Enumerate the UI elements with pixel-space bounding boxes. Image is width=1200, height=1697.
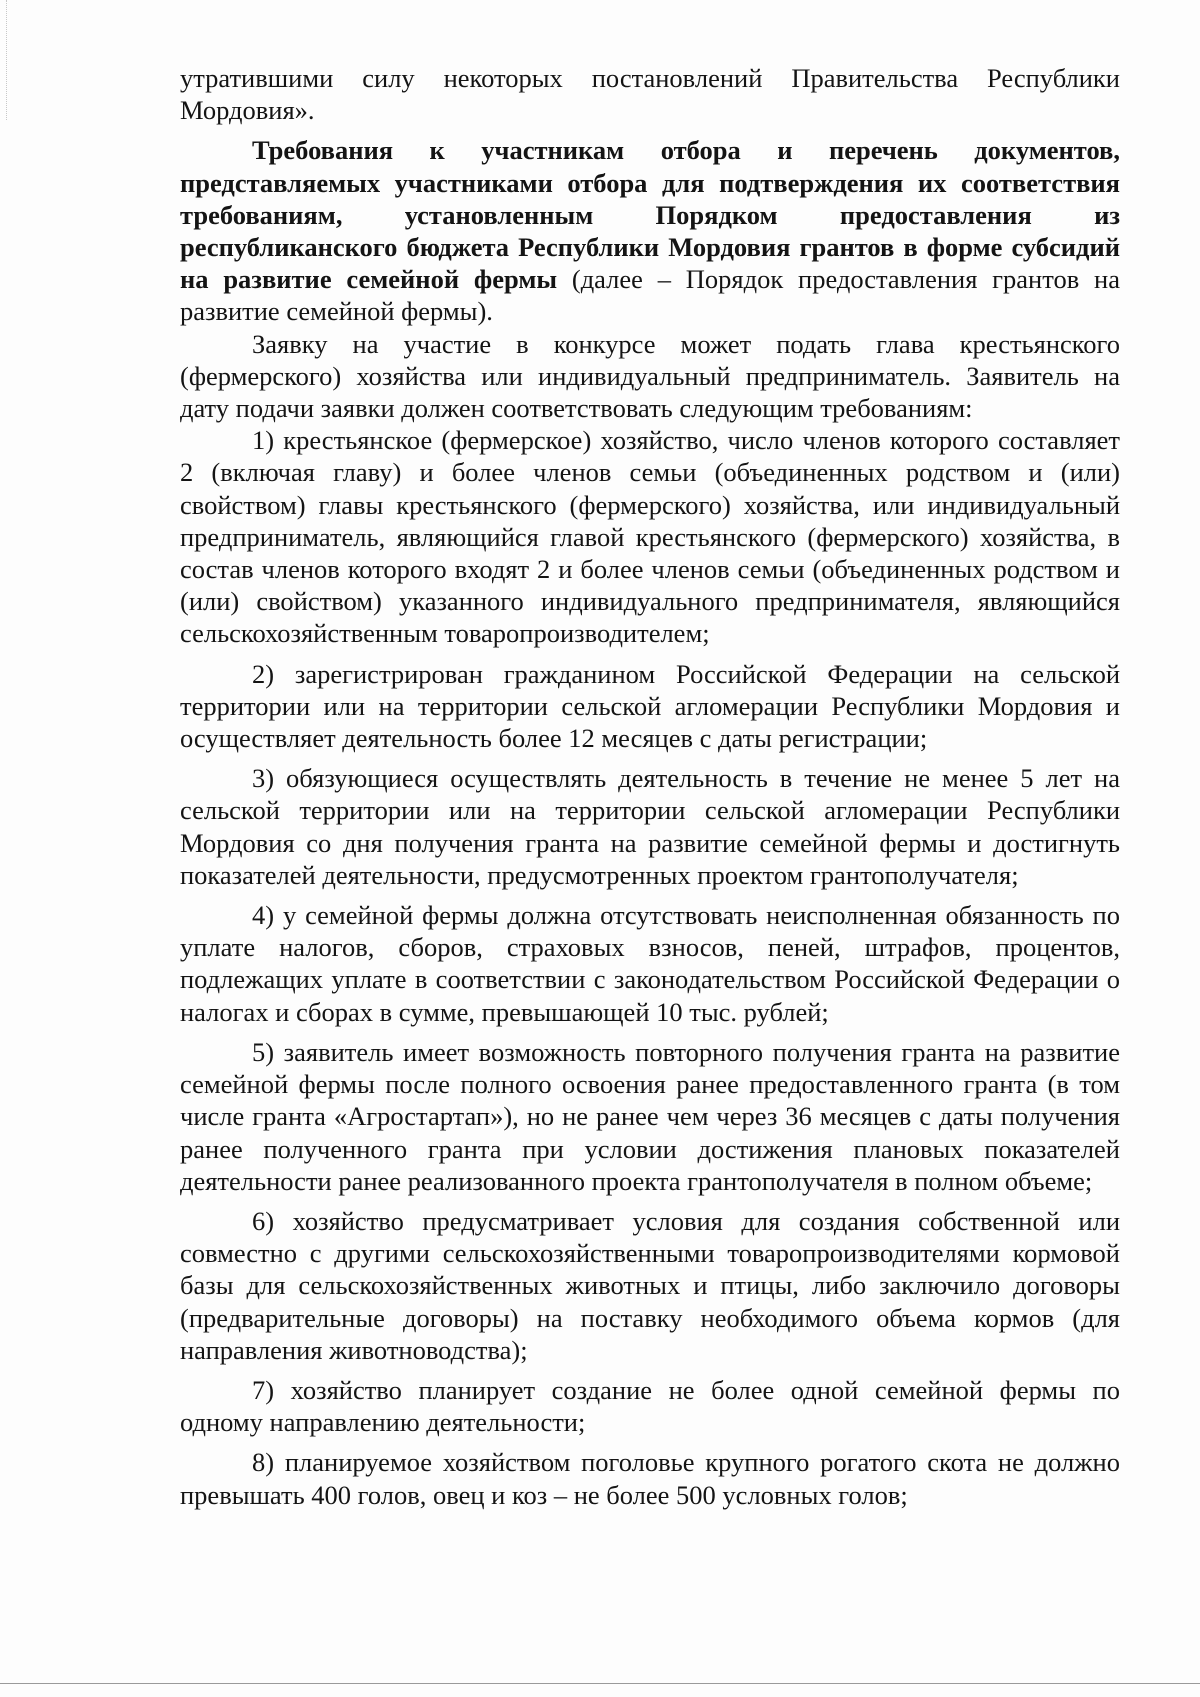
section-heading bbox=[180, 134, 1120, 327]
lead-paragraph: Заявку на участие в конкурсе может подать глава крестьянского (фермерского) хозяйства или индивидуальный предприниматель. Заявитель на дату подачи заявки должен соответствовать следующим требованиям: bbox=[180, 328, 1120, 424]
requirement-4: 4) у семейной фермы должна отсутствовать неисполненная обязанность по уплате налогов, сборов, страховых взносов, пеней, штрафов, процентов, подлежащих уплате в соответствии с законодательством Российской Федерации о налогах и сборах в сумме, превышающей 10 тыс. рублей; bbox=[180, 900, 1120, 1027]
requirement-5: 5) заявитель имеет возможность повторного получения гранта на развитие семейной фермы после полного освоения ранее предоставленного гранта (в том числе гранта «Агростартап»), но не ранее чем через 36 месяцев с даты получения ранее полученного гранта при условии достижения плановых показателей деятельности ранее реализованного проекта грантополучателя в полном объеме; bbox=[180, 1036, 1120, 1196]
requirement-2: 2) зарегистрирован гражданином Российской Федерации на сельской территории или на территории сельской агломерации Республики Мордовия и осуществляет деятельность более 12 месяцев с даты регистрации; bbox=[180, 658, 1120, 754]
section-heading-tail: (далее – Порядок предоставления грантов на развитие семейной фермы). bbox=[180, 264, 1120, 327]
document-body bbox=[180, 62, 1120, 1511]
requirement-1: 1) крестьянское (фермерское) хозяйство, число членов которого составляет 2 (включая главу) и более членов семьи (объединенных родством и (или) свойством) главы крестьянского (фермерского) хозяйства, или индивидуальный предприниматель, являющийся главой крестьянского (фермерского) хозяйства, в состав членов которого входят 2 и более членов семьи (объединенных родством и (или) свойством) указанного индивидуального предпринимателя, являющийся сельскохозяйственным товаропроизводителем; bbox=[180, 425, 1120, 649]
scan-edge-mark bbox=[6, 0, 8, 120]
requirement-3: 3) обязующиеся осуществлять деятельность в течение не менее 5 лет на сельской территории или на территории сельской агломерации Республики Мордовия со дня получения гранта на развитие семейной фермы и достигнуть показателей деятельности, предусмотренных проектом грантополучателя; bbox=[180, 763, 1120, 890]
section-heading-bold: Требования к участникам отбора и перечень документов, представляемых участниками отбора для подтверждения их соответствия требованиям, установленным Порядком предоставления из республиканского бюджета Республики Мордовия грантов в форме субсидий на развитие семейной фермы bbox=[180, 135, 1120, 295]
scan-bottom-edge bbox=[0, 1683, 1200, 1685]
requirement-8: 8) планируемое хозяйством поголовье крупного рогатого скота не должно превышать 400 голов, овец и коз – не более 500 условных голов; bbox=[180, 1447, 1120, 1510]
intro-continuation: утратившими силу некоторых постановлений Правительства Республики Мордовия». bbox=[180, 63, 1120, 126]
requirement-6: 6) хозяйство предусматривает условия для создания собственной или совместно с другими сельскохозяйственными товаропроизводителями кормовой базы для сельскохозяйственных животных и птицы, либо заключило договоры (предварительные договоры) на поставку необходимого объема кормов (для направления животноводства); bbox=[180, 1205, 1120, 1365]
requirement-7: 7) хозяйство планирует создание не более одной семейной фермы по одному направлению деятельности; bbox=[180, 1374, 1120, 1438]
